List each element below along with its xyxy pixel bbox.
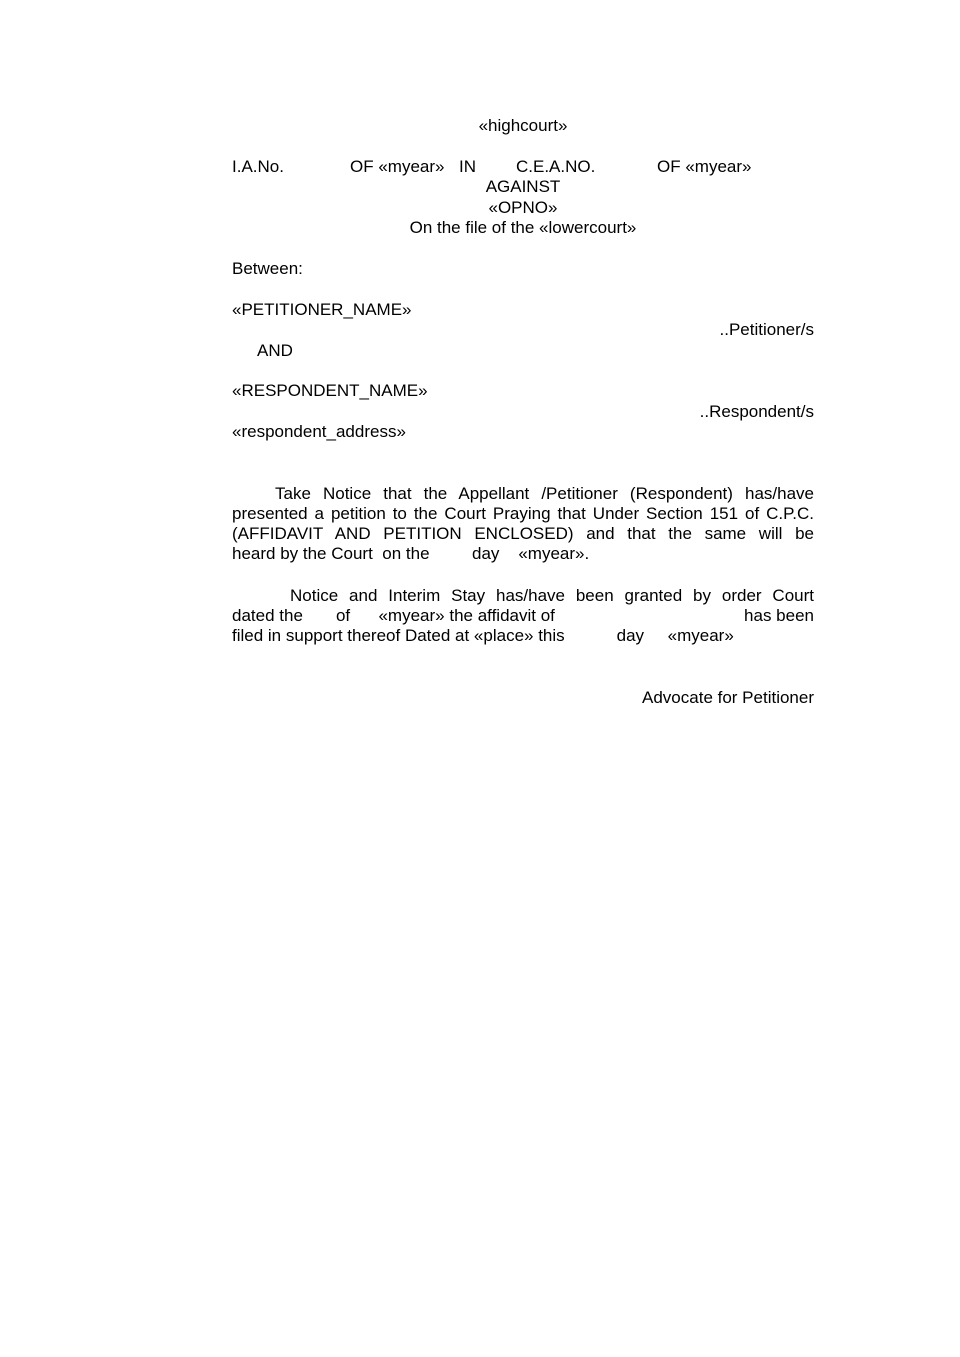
notice-paragraph [232, 484, 814, 564]
notice-line: presented a petition to the Court Praying that Under Section 151 of C.P.C. [232, 504, 814, 523]
stay-line: filed in support thereof Dated at «place» this day «myear» [232, 626, 734, 645]
stay-paragraph [232, 586, 814, 646]
respondent-name: «RESPONDENT_NAME» [232, 381, 428, 400]
stay-line-end: has been [744, 606, 814, 625]
respondent-address: «respondent_address» [232, 422, 406, 441]
ia-year: OF «myear» [350, 157, 445, 176]
notice-line: (AFFIDAVIT AND PETITION ENCLOSED) and that the same will be [232, 524, 814, 543]
respondent-label: ..Respondent/s [699, 402, 814, 421]
ia-number-label: I.A.No. [232, 157, 284, 176]
stay-line-start: dated the of «myear» the affidavit of [232, 606, 555, 625]
stay-line [232, 606, 814, 626]
op-number: «OPNO» [488, 198, 558, 217]
cea-year: OF «myear» [657, 157, 752, 176]
petitioner-label: ..Petitioner/s [719, 320, 814, 339]
between-label: Between: [232, 259, 303, 278]
notice-line: Take Notice that the Appellant /Petitioner (Respondent) has/have [275, 484, 814, 503]
signature-label: Advocate for Petitioner [642, 688, 814, 707]
petitioner-name: «PETITIONER_NAME» [232, 300, 412, 319]
court-name: «highcourt» [478, 116, 568, 135]
in-label: IN [459, 157, 476, 176]
and-label: AND [257, 341, 293, 360]
lower-court-line: On the file of the «lowercourt» [409, 218, 637, 237]
stay-line: Notice and Interim Stay has/have been granted by order Court [290, 586, 814, 605]
cea-number-label: C.E.A.NO. [516, 157, 596, 176]
notice-line: heard by the Court on the day «myear». [232, 544, 590, 563]
against-label: AGAINST [485, 177, 561, 196]
